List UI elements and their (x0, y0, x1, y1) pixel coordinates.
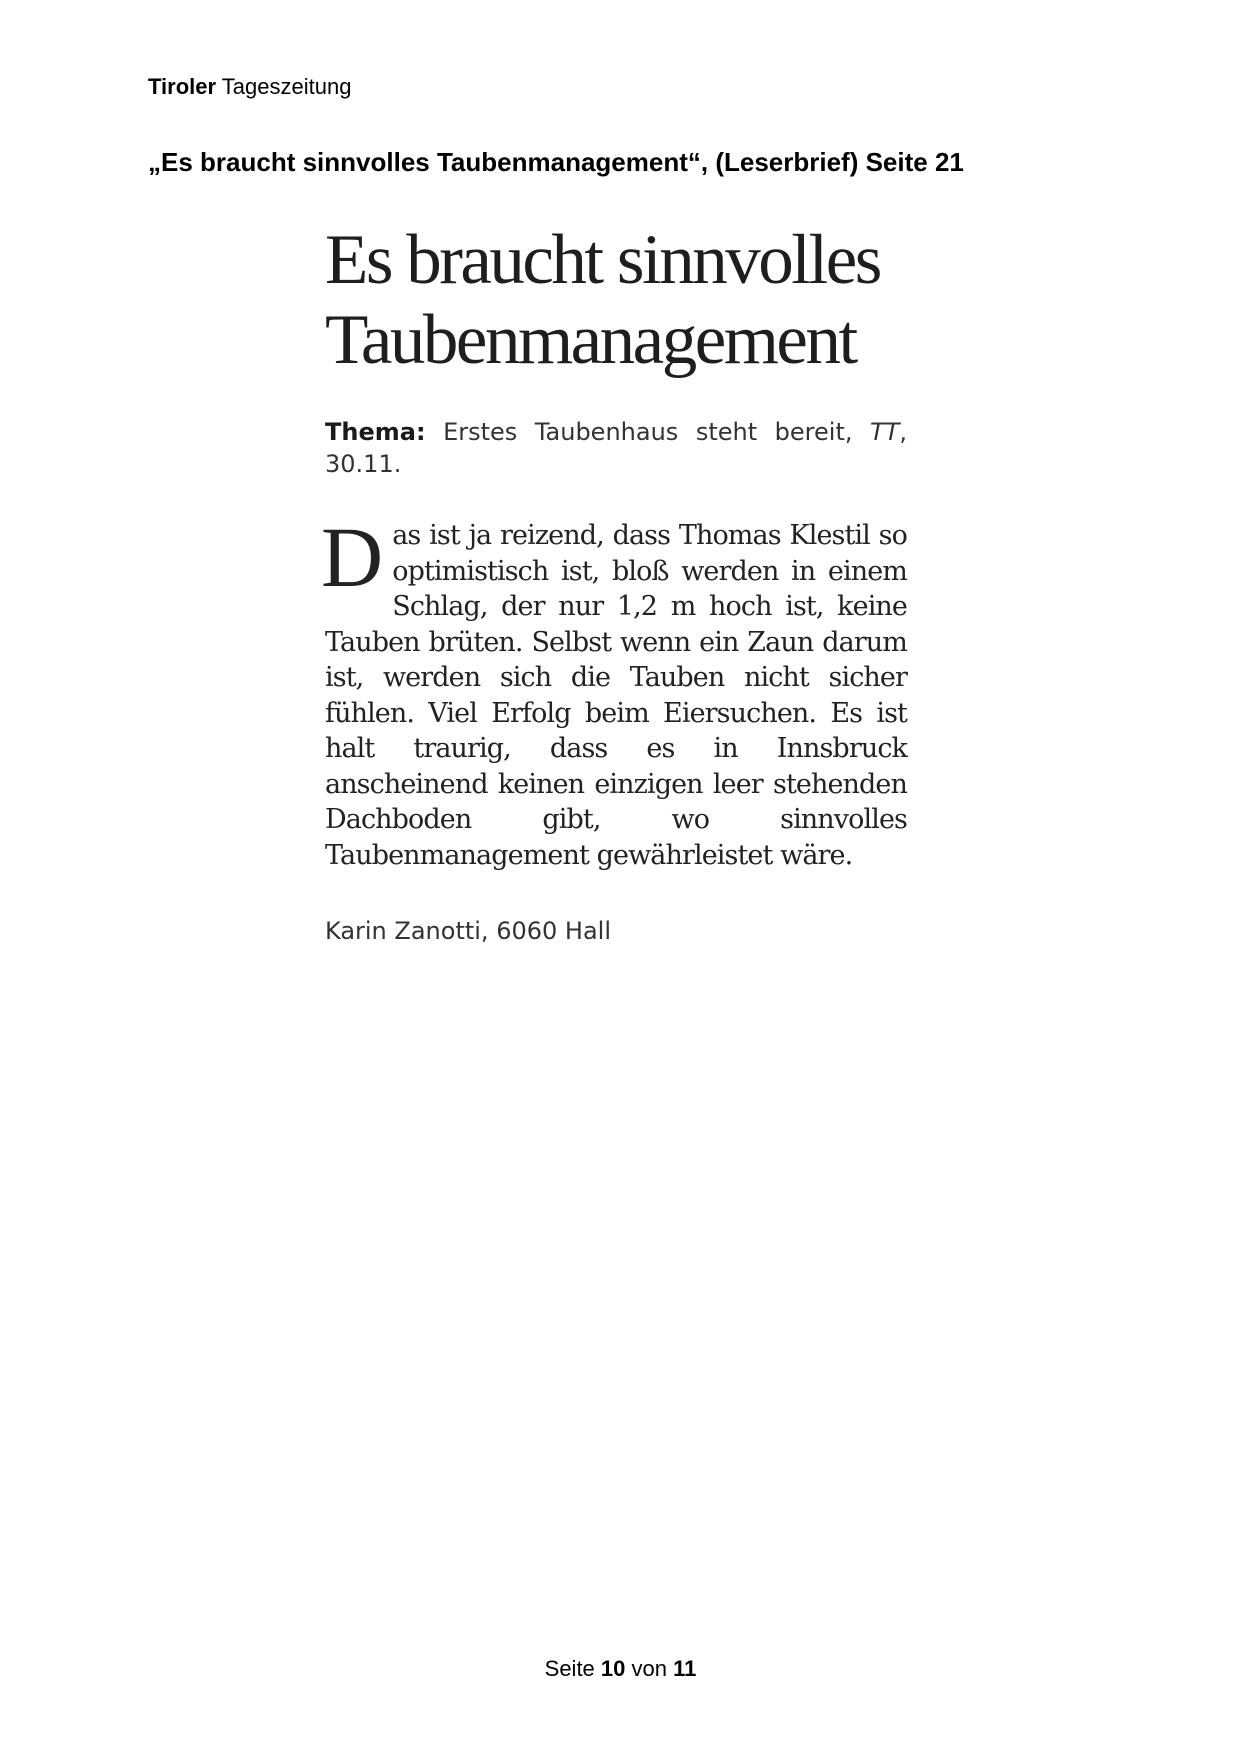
topic-label: Thema: (325, 418, 426, 446)
drop-cap: D (321, 509, 383, 605)
current-page: 10 (600, 1656, 626, 1681)
topic-source: TT (870, 418, 900, 446)
letter-signature: Karin Zanotti, 6060 Hall (325, 917, 611, 945)
page-prefix: Seite (544, 1656, 601, 1681)
article-body-text: as ist ja reizend, dass Thomas Klestil so optimistisch ist, bloß werden in einem Schlag, der nur 1,2 m hoch ist, keine Tauben brüten. Selbst wenn ein Zaun darum ist, werden sich die Tauben nicht sicher fühlen. Viel Erfolg beim Eiersuchen. Es ist halt traurig, dass es in Innsbruck anscheinend keinen einzigen leer stehenden Dachboden gibt, wo sinnvolles Taubenmanagement gewährleistet wäre. (325, 520, 907, 871)
publication-name (148, 74, 351, 100)
article-clipping (321, 220, 907, 945)
page-number (0, 1656, 1241, 1682)
topic-text: Erstes Taubenhaus steht bereit, (425, 418, 871, 446)
topic-date: , 30.11. (325, 418, 907, 478)
publication-name-bold: Tiroler (148, 74, 217, 99)
page-middle: von (625, 1656, 674, 1681)
article-headline: Es braucht sinnvolles Taubenmanagement (325, 221, 880, 379)
article-body (321, 509, 907, 873)
document-title: „Es braucht sinnvolles Taubenmanagement“, (Leserbrief) Seite 21 (148, 147, 964, 177)
total-pages: 11 (673, 1656, 697, 1681)
publication-name-rest: Tageszeitung (216, 74, 352, 99)
article-topic (325, 416, 907, 480)
